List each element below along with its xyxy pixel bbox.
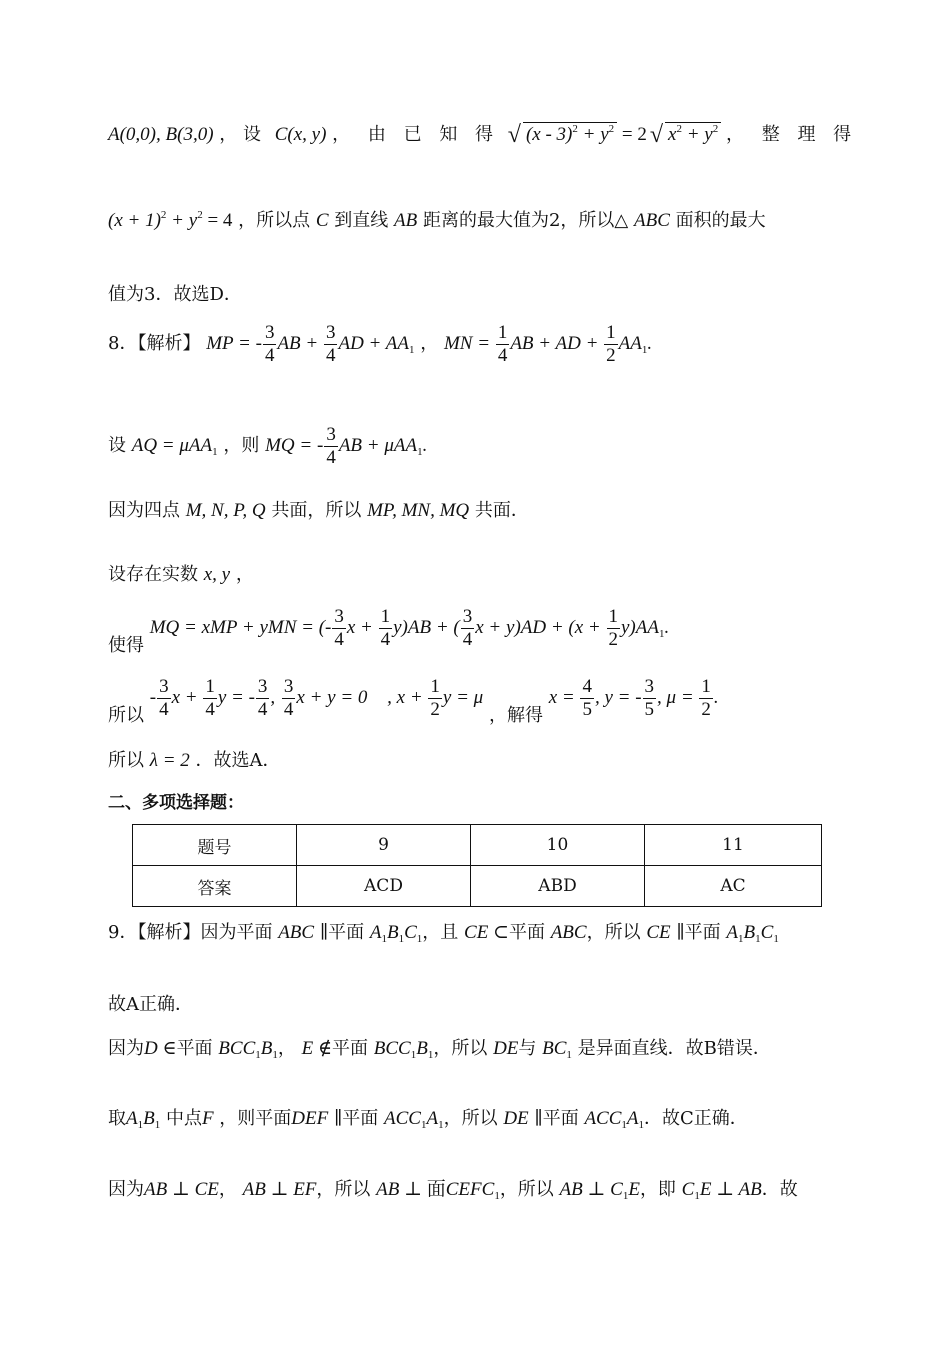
text: ．故 — [761, 1179, 798, 1200]
text: 因为 — [108, 1179, 144, 1200]
text: 是异面直线．故B错误． — [577, 1038, 771, 1059]
text: 面积的最大 — [675, 210, 766, 231]
lambda-value: λ = 2 — [149, 750, 190, 771]
table-row — [133, 866, 822, 907]
text: ，所以点 — [238, 210, 311, 231]
xy-vars: x, y — [203, 564, 231, 585]
section-title: 二、多项选择题： — [108, 793, 244, 813]
plane-bcc1b1: $BCC_1B_1$ — [218, 1038, 278, 1061]
table-cell: 题号 — [133, 825, 297, 866]
p8-line-3 — [108, 496, 529, 522]
answer-table — [132, 824, 822, 907]
text: 取 — [108, 1108, 126, 1129]
parallel-symbol: ∥ — [534, 1108, 543, 1129]
text: ， 由 已 知 得 — [332, 124, 500, 145]
parallel-symbol: ∥ — [319, 922, 329, 943]
text: 平面 — [508, 922, 545, 943]
table-cell: 10 — [471, 825, 645, 866]
p7-line-1 — [108, 120, 857, 149]
p8-number: 8．【解析】 — [108, 332, 201, 354]
text: ，则平面 — [219, 1108, 292, 1129]
system-eq-2: $\frac{3}{4}$ x + y = 0 — [283, 676, 368, 720]
ce-subset: CE ⊂ — [464, 922, 509, 943]
text: 共面． — [474, 500, 529, 521]
points-mnpq: M, N, P, Q — [185, 500, 266, 521]
text: ，即 — [639, 1179, 676, 1200]
p7-line-3: 值为3．故选D． — [108, 284, 242, 305]
d-in: D ∈ — [144, 1038, 177, 1059]
p8-line-7 — [108, 746, 281, 772]
mp-equation: MP = - $\frac{3}{4}$ AB + $\frac{3}{4}$ AD + $AA_1$ — [206, 322, 415, 366]
text: ， — [235, 564, 254, 585]
text: 平面 — [684, 922, 721, 943]
plane-acc1a1: $ACC_1A_1$ — [584, 1108, 645, 1131]
de: DE — [503, 1108, 529, 1129]
ab-perp-c1e: AB ⊥ $C_1E$ — [559, 1179, 640, 1202]
table-cell: AC — [645, 866, 822, 907]
e-notin: E ∉ — [301, 1038, 333, 1059]
text: ，解得 — [488, 704, 543, 726]
plane-abc: ABC — [550, 922, 587, 943]
mq-decomposition: MQ = xMP + yMN = (- $\frac{3}{4}$ x + $\frac{1}{4}$ y)AB + ( $\frac{3}{4}$ x + y)AD + (x + $\frac{1}{2}$ $y)AA_1$. — [149, 606, 670, 650]
plane-acc1a1: $ACC_1A_1$ — [384, 1108, 444, 1131]
de: DE — [493, 1038, 519, 1059]
system-eq-1: - $\frac{3}{4}$ x + $\frac{1}{4}$ y = - $\frac{3}{4}$ , — [149, 676, 276, 720]
mq-equation: MQ = - $\frac{3}{4}$ AB + μAA$_1$. — [265, 424, 428, 468]
p8-line-2 — [108, 424, 427, 469]
text: 使得 — [108, 634, 144, 656]
text: ， — [277, 1038, 296, 1059]
vectors: MP, MN, MQ — [367, 500, 470, 521]
text: 平面 — [176, 1038, 213, 1059]
p9-line-5: 因为AB ⊥ CE， AB ⊥ EF，所以 AB ⊥ 面$CEFC_1$，所以 AB ⊥ $C_1E$，即 $C_1E$ ⊥ AB．故 — [108, 1179, 798, 1202]
text: 中点 — [165, 1108, 202, 1129]
parallel-symbol: ∥ — [333, 1108, 343, 1129]
p9-line-1 — [108, 918, 779, 945]
p8-line-4 — [108, 560, 254, 586]
text: ， — [420, 332, 439, 354]
text: 设存在实数 — [108, 564, 198, 585]
text: 设 — [108, 434, 126, 456]
text: 平面 — [332, 1038, 369, 1059]
ce: CE — [646, 922, 671, 943]
text: 距离的最大值为2，所以△ — [422, 210, 629, 231]
p9-number: 9．【解析】 — [108, 922, 201, 943]
text: ，则 — [223, 434, 260, 456]
text: 共面，所以 — [271, 500, 362, 521]
solution: x = $\frac{4}{5}$ , y = - $\frac{3}{5}$ , μ = $\frac{1}{2}$ . — [548, 676, 719, 720]
text: ，且 — [422, 922, 459, 943]
p9-line-4 — [108, 1104, 748, 1131]
text: ，所以 — [586, 922, 641, 943]
plane-a1b1c1: $A_1B_1C_1$ — [726, 922, 779, 945]
text: 平面 — [328, 922, 365, 943]
ab-perp-plane: AB ⊥ 面$CEFC_1$ — [376, 1179, 500, 1202]
p8-line-5 — [108, 606, 669, 657]
text: 平面 — [542, 1108, 579, 1129]
point-c: C — [315, 210, 329, 231]
text: ，所以 — [433, 1038, 488, 1059]
table-cell: ACD — [297, 866, 471, 907]
ab-perp-ef: AB ⊥ EF — [242, 1179, 317, 1200]
p9-line-2: 故A正确． — [108, 994, 193, 1015]
text: ，所以 — [316, 1179, 371, 1200]
text: 所以 — [108, 704, 144, 726]
points-ab: A(0,0), B(3,0) — [108, 124, 214, 145]
text: 因为平面 — [200, 922, 273, 943]
p8-line-6 — [108, 676, 719, 727]
table-cell: 11 — [645, 825, 822, 866]
circle-equation: $(x + 1)^2 + y^2 = 4$ — [108, 209, 233, 231]
line-ab: AB — [394, 210, 418, 231]
table-cell: ABD — [471, 866, 645, 907]
bc1: $BC_1$ — [542, 1038, 572, 1061]
mn-equation: MN = $\frac{1}{4}$ AB + AD + $\frac{1}{2}$ $AA_1$. — [443, 322, 653, 366]
ab-perp-ce: AB ⊥ CE — [144, 1179, 219, 1200]
point-f: F — [201, 1108, 214, 1129]
c1e-perp-ab: $C_1E$ ⊥ AB — [681, 1179, 762, 1202]
plane-def: DEF — [291, 1108, 329, 1129]
text: 平面 — [342, 1108, 379, 1129]
triangle-abc: ABC — [634, 210, 670, 231]
text: 因为 — [108, 1038, 144, 1059]
equation-distance: √ $(x - 3)^2 + y^2 = 2$ √ $x^2 + y^2$ — [505, 124, 726, 145]
table-cell: 9 — [297, 825, 471, 866]
text: ，所以 — [443, 1108, 498, 1129]
text: 因为四点 — [108, 500, 180, 521]
aq-equation: AQ = μAA$_1$ — [131, 434, 218, 458]
plane-bcc1b1: $BCC_1B_1$ — [373, 1038, 434, 1061]
p9-line-3 — [108, 1034, 771, 1061]
text: 与 — [518, 1038, 537, 1059]
plane-a1b1c1: $A_1B_1C_1$ — [369, 922, 423, 945]
table-row — [133, 825, 822, 866]
p8-line-1 — [108, 322, 652, 367]
p7-line-2 — [108, 206, 766, 232]
text: ，所以 — [499, 1179, 554, 1200]
a1b1: $A_1B_1$ — [126, 1108, 161, 1131]
system-eq-3: , x + $\frac{1}{2}$ y = μ — [387, 676, 484, 720]
text: ， 整 理 得 — [726, 124, 858, 145]
parallel-symbol: ∥ — [676, 922, 685, 943]
plane-abc: ABC — [278, 922, 315, 943]
text: 所以 — [108, 750, 144, 771]
text: ， 设 — [219, 124, 261, 145]
text: 到直线 — [334, 210, 389, 231]
text: ．故C正确． — [644, 1108, 748, 1129]
text: ．故选A． — [195, 750, 281, 771]
point-c: C(x, y) — [274, 124, 327, 145]
table-cell: 答案 — [133, 866, 297, 907]
